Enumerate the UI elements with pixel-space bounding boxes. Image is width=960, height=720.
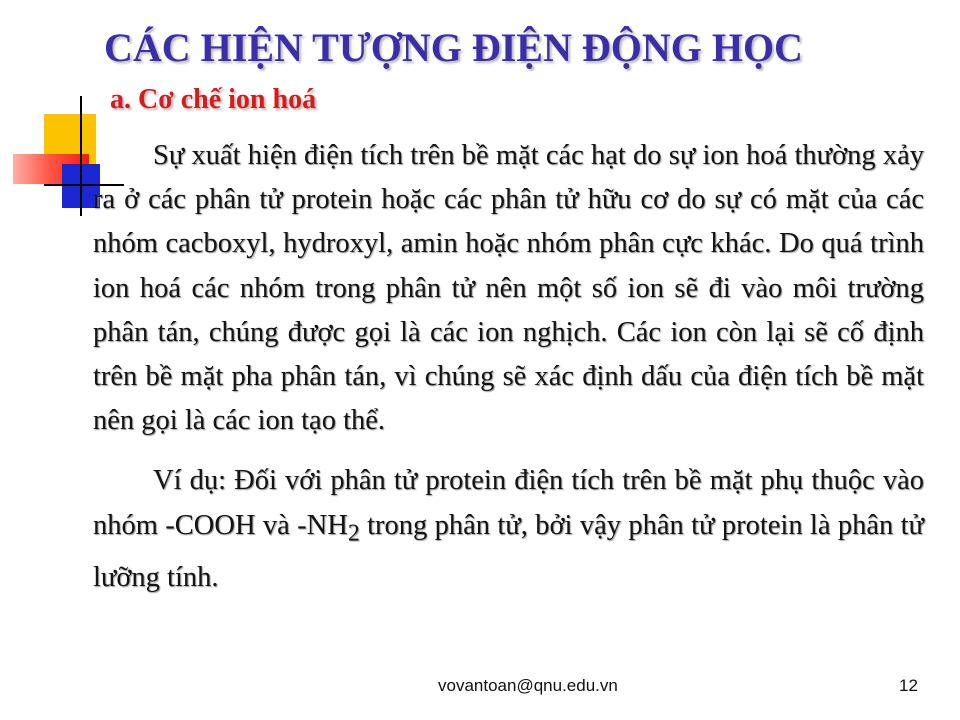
footer-email: vovantoan@qnu.edu.vn xyxy=(438,676,618,695)
example-text-end: trong phân tử, bởi vậy phân tử protein là phân tử lưỡng tính. xyxy=(93,509,925,593)
formula-subscript: 2 xyxy=(347,520,360,547)
page-number: 12 xyxy=(899,676,918,695)
slide-title: CÁC HIỆN TƯỢNG ĐIỆN ĐỘNG HỌC xyxy=(104,25,803,70)
example-text-start: Ví dụ: Đối với phân tử protein điện tích trên bề mặt phụ thuộc vào nhóm -COOH và -NH xyxy=(93,465,924,541)
decor-vertical-line xyxy=(80,96,82,216)
section-heading: a. Cơ chế ion hoá xyxy=(110,84,317,115)
paragraph-ionization: Sự xuất hiện điện tích trên bề mặt các hạt do sự ion hoá thường xảy ra ở các phân tử protein hoặc các phân tử hữu cơ do sự có mặt của các nhóm cacboxyl, hydroxyl, amin hoặc nhóm phân cực khác. Do quá trình ion hoá các nhóm trong phân tử nên một số ion sẽ đi vào môi trường phân tán, chúng được gọi là các ion nghịch. Các ion còn lại sẽ cố định trên bề mặt pha phân tán, vì chúng sẽ xác định dấu của điện tích bề mặt nên gọi là các ion tạo thể. xyxy=(93,140,924,437)
paragraph-example xyxy=(93,459,924,599)
body-text xyxy=(93,134,924,600)
